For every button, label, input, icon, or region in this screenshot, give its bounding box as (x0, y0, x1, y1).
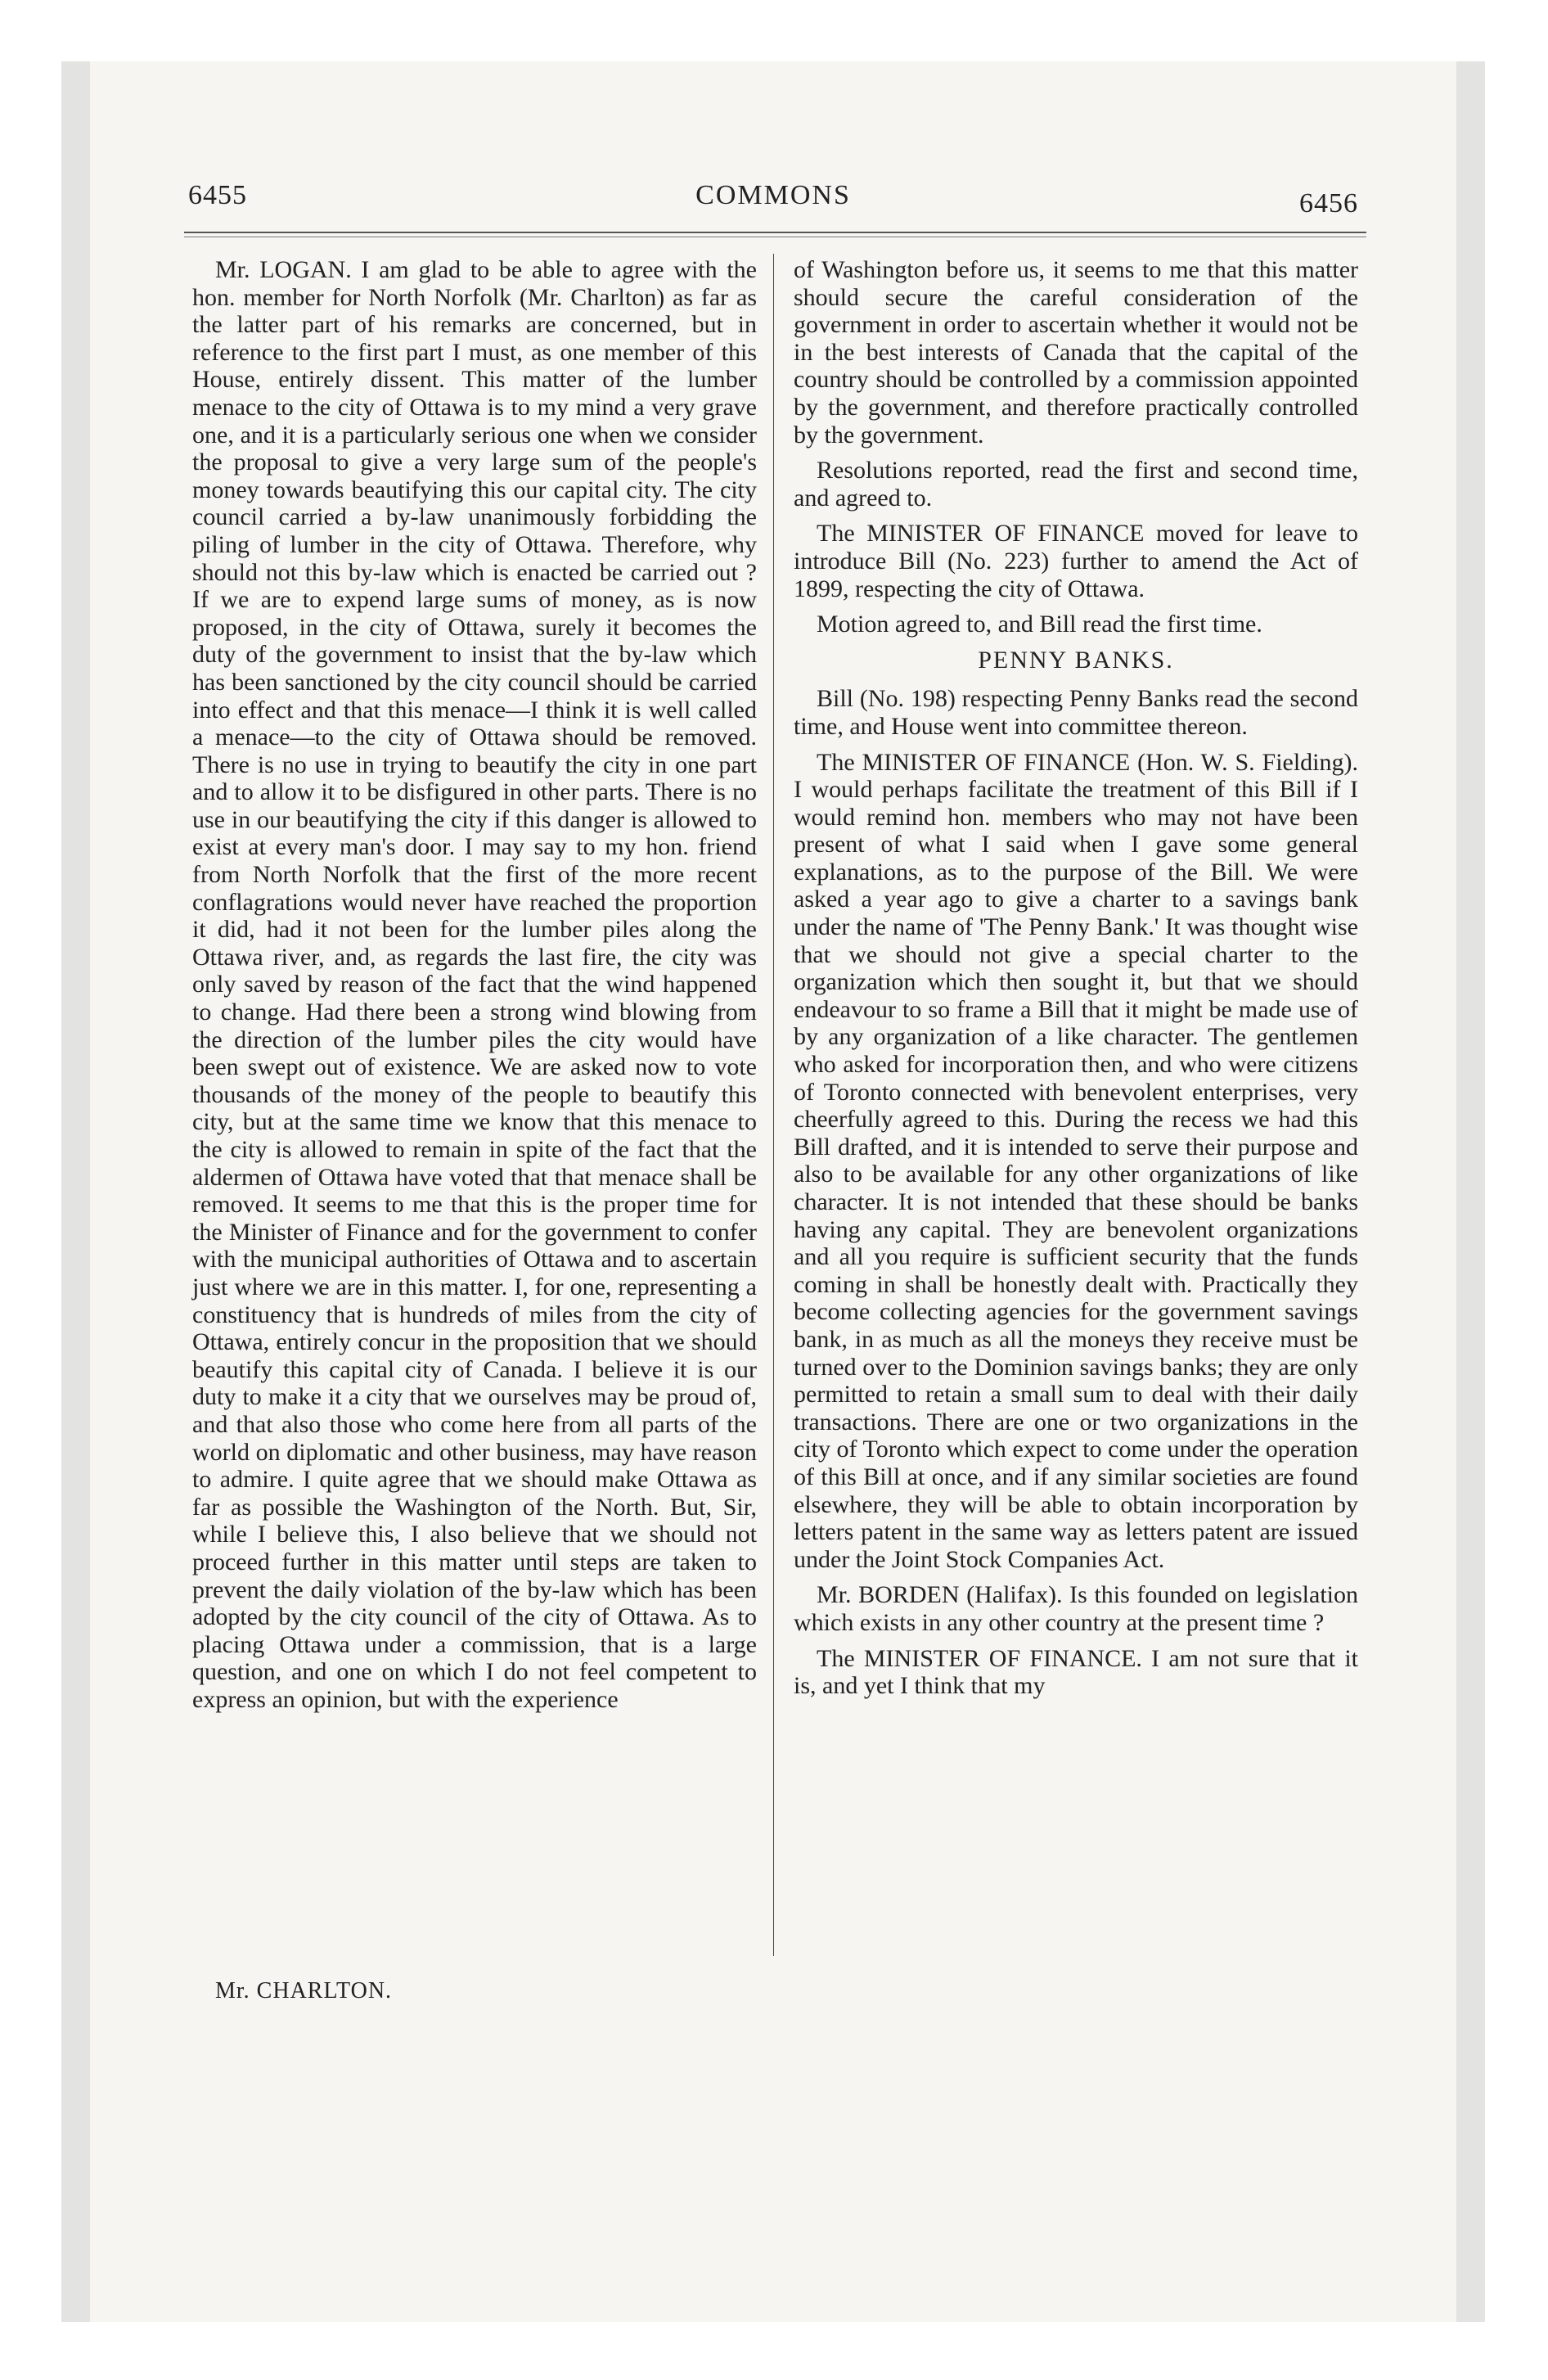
scan-background (61, 61, 1485, 2322)
left-column (192, 256, 757, 1721)
bill-198-paragraph: Bill (No. 198) respecting Penny Banks read the second time, and House went into committee thereon. (794, 685, 1358, 740)
section-heading: PENNY BANKS. (978, 646, 1174, 674)
footer-speaker-name: Mr. CHARLTON. (215, 1978, 393, 2004)
fielding-speech: The MINISTER OF FINANCE (Hon. W. S. Fielding). I would perhaps facilitate the treatment of this Bill if I would remind hon. members who may not have been present of what I said when I gave some general explanations, as to the purpose of the Bill. We were asked a year ago to give a charter to a savings bank under the name of 'The Penny Bank.' It was thought wise that we should not give a special charter to the organization which then sought it, but that we should endeavour to so frame a Bill that it might be made use of by any organization of a like character. The gentlemen who asked for incorporation then, and who were citizens of Toronto connected with benevolent enterprises, very cheerfully agreed to this. During the recess we had this Bill drafted, and it is intended to serve their purpose and also to be available for any other organizations of like character. It is not intended that these should be banks having any capital. They are benevolent organizations and all you require is sufficient security that the funds coming in shall be honestly dealt with. Practically they become collecting agencies for the government savings bank, in as much as all the moneys they receive must be turned over to the Dominion savings banks; they are only permitted to retain a small sum to deal with their daily transactions. There are one or two organizations in the city of Toronto which expect to come under the operation of this Bill at once, and if any similar societies are found elsewhere, they will be able to obtain incorporation by letters patent in the same way as letters patent are issued under the Joint Stock Companies Act. (794, 748, 1358, 1573)
motion-agreed-paragraph: Motion agreed to, and Bill read the first time. (817, 611, 1262, 638)
page-header (188, 180, 1358, 229)
minister-reply: The MINISTER OF FINANCE. I am not sure that it is, and yet I think that my (794, 1644, 1358, 1700)
bill-223-paragraph: The MINISTER OF FINANCE moved for leave to introduce Bill (No. 223) further to amend the Act of 1899, respecting the city of Ottawa. (794, 520, 1358, 602)
right-page-number: 6456 (1299, 188, 1358, 219)
resolutions-paragraph: Resolutions reported, read the first and second time, and agreed to. (794, 457, 1358, 512)
column-divider (773, 254, 774, 1956)
header-rule (184, 232, 1366, 233)
right-column (794, 256, 1358, 1708)
left-page-number: 6455 (188, 180, 247, 210)
logan-speech: Mr. LOGAN. I am glad to be able to agree with the hon. member for North Norfolk (Mr. Charlton) as far as the latter part of his remarks are concerned, but in reference to the first part I must, as one member of this House, entirely dissent. This matter of the lumber menace to the city of Ottawa is to my mind a very grave one, and it is a particularly serious one when we consider the proposal to give a very large sum of the people's money towards beautifying this our capital city. The city council carried a by-law unanimously forbidding the piling of lumber in the city of Ottawa. Therefore, why should not this by-law which is enacted be carried out ? If we are to expend large sums of money, as is now proposed, in the city of Ottawa, surely it becomes the duty of the government to insist that the by-law which has been sanctioned by the city council should be carried into effect and that this menace—I think it is well called a menace—to the city of Ottawa should be removed. There is no use in trying to beautify the city in one part and to allow it to be disfigured in other parts. There is no use in our beautifying the city if this danger is allowed to exist at every man's door. I may say to my hon. friend from North Norfolk that the first of the more recent conflagrations would never have reached the proportion it did, had it not been for the lumber piles along the Ottawa river, and, as regards the last fire, the city was only saved by reason of the fact that the wind happened to change. Had there been a strong wind blowing from the direction of the lumber piles the city would have been swept out of existence. We are asked now to vote thousands of the money of the people to beautify this city, but at the same time we know that this menace to the city is allowed to remain in spite of the fact that the aldermen of Ottawa have voted that that menace shall be removed. It seems to me that this is the proper time for the Minister of Finance and for the government to confer with the municipal authorities of Ottawa and to ascertain just where we are in this matter. I, for one, representing a constituency that is hundreds of miles from the city of Ottawa, entirely concur in the proposition that we should beautify this capital city of Canada. I believe it is our duty to make it a city that we ourselves may be proud of, and that also those who come here from all parts of the world on diplomatic and other business, may have reason to admire. I quite agree that we should make Ottawa as far as possible the Washington of the North. But, Sir, while I believe this, I also believe that we should not proceed further in this matter until steps are taken to prevent the daily violation of the by-law which has been adopted by the city council of the city of Ottawa. As to placing Ottawa under a commission, that is a large question, and one on which I do not feel competent to express an opinion, but with the experience (192, 256, 757, 1713)
logan-speech-continued: of Washington before us, it seems to me that this matter should secure the careful consideration of the government in order to ascertain whether it would not be in the best interests of Canada that the capital of the country should be controlled by a commission appointed by the government, and therefore practically controlled by the government. (794, 256, 1358, 449)
page-sheet (90, 61, 1456, 2322)
page-title: COMMONS (695, 180, 851, 210)
borden-question: Mr. BORDEN (Halifax). Is this founded on legislation which exists in any other country at the present time ? (794, 1581, 1358, 1636)
